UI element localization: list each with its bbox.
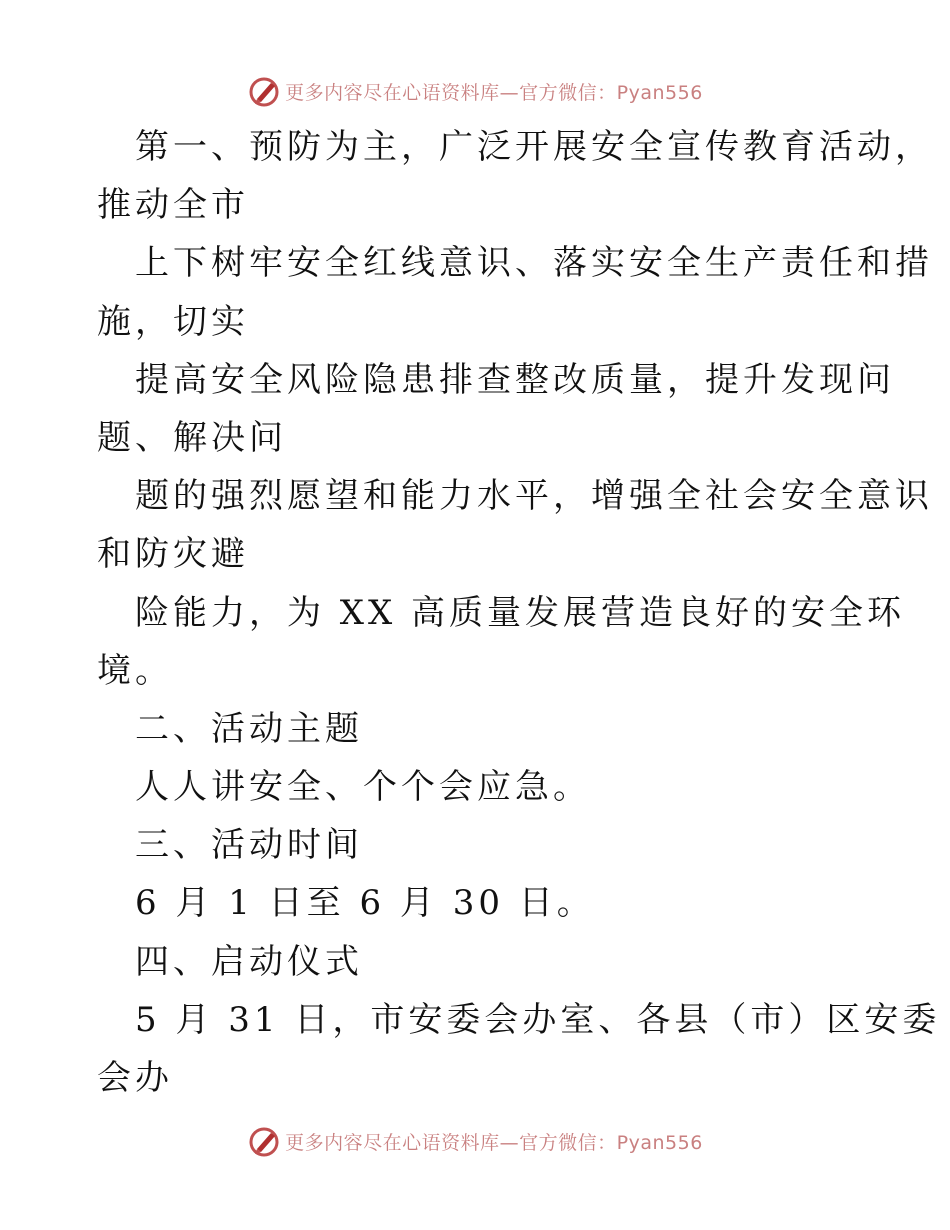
- pen-logo-icon: [247, 1124, 281, 1158]
- text-line: 第一、预防为主，广泛开展安全宣传教育活动，: [135, 127, 933, 167]
- section-heading: 三、活动时间: [135, 825, 363, 866]
- section-heading: 二、活动主题: [135, 708, 363, 749]
- text-line: 会办: [97, 1058, 173, 1098]
- text-line: 施，切实: [97, 301, 249, 342]
- watermark-text: 更多内容尽在心语资料库—官方微信：Pyan556: [285, 81, 703, 104]
- text-line: 上下树牢安全红线意识、落实安全生产责任和措: [135, 243, 933, 284]
- text-line: 题的强烈愿望和能力水平，增强全社会安全意识: [135, 476, 933, 517]
- footer-watermark: [0, 1124, 950, 1158]
- pen-logo-icon: [247, 74, 281, 108]
- document-body: [97, 118, 941, 1107]
- text-line: 5 月 31 日，市安委会办室、各县（市）区安委: [135, 999, 941, 1040]
- text-line: 人人讲安全、个个会应急。: [135, 767, 591, 808]
- text-line: 和防灾避: [97, 534, 249, 575]
- section-heading: 四、启动仪式: [135, 941, 363, 982]
- watermark-text: 更多内容尽在心语资料库—官方微信：Pyan556: [285, 1131, 703, 1154]
- text-line: 6 月 1 日至 6 月 30 日。: [135, 883, 595, 924]
- text-line: 境。: [97, 650, 173, 691]
- text-line: 提高安全风险隐患排查整改质量，提升发现问: [135, 359, 895, 400]
- text-line: 险能力，为 XX 高质量发展营造良好的安全环: [135, 592, 906, 633]
- text-line: 推动全市: [97, 185, 249, 226]
- header-watermark: [0, 74, 950, 108]
- text-line: 题、解决问: [97, 417, 287, 458]
